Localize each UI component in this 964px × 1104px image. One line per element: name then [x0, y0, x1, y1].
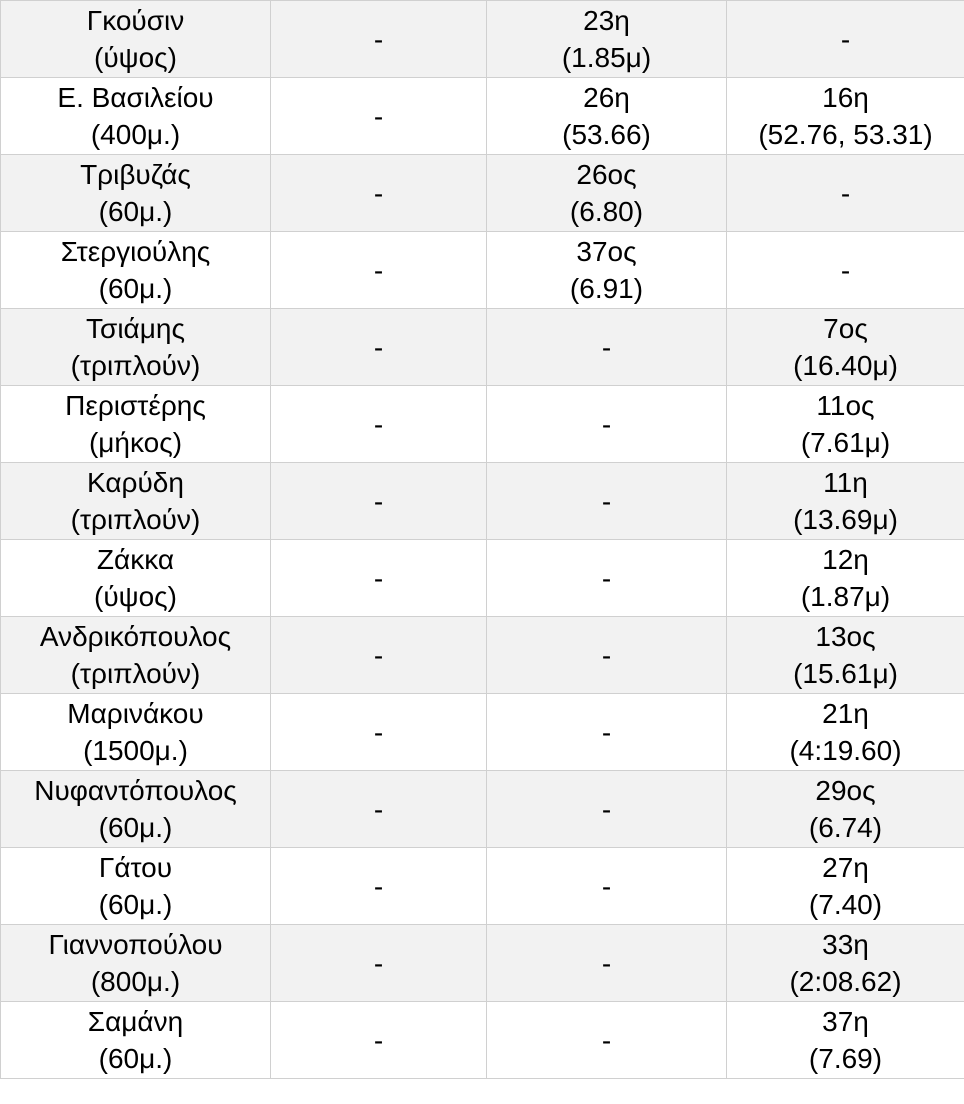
- event-name: (60μ.): [98, 812, 173, 843]
- result-cell: [487, 1002, 727, 1079]
- result-mark: (6.74): [808, 812, 883, 843]
- result-rank: 26ος: [576, 159, 637, 190]
- athlete-name: Γκούσιν: [86, 5, 185, 36]
- result-rank: 23η: [583, 5, 630, 36]
- result-cell: [727, 1002, 964, 1079]
- result-rank: -: [840, 23, 851, 55]
- athlete-name: Νυφαντόπουλος: [34, 775, 237, 806]
- table-row: [1, 617, 964, 694]
- result-rank: -: [840, 254, 851, 286]
- result-cell: [727, 155, 964, 232]
- athlete-cell: [1, 78, 271, 155]
- result-rank: 12η: [822, 544, 869, 575]
- result-value: -: [373, 23, 384, 55]
- result-mark: (4:19.60): [789, 735, 902, 766]
- result-cell: [271, 155, 487, 232]
- result-rank: -: [601, 870, 612, 902]
- event-name: (μήκος): [88, 427, 183, 458]
- result-mark: (16.40μ): [793, 350, 898, 381]
- event-name: (400μ.): [90, 119, 181, 150]
- event-name: (60μ.): [98, 889, 173, 920]
- result-value: -: [373, 947, 384, 979]
- result-rank: 27η: [822, 852, 869, 883]
- table-row: [1, 463, 964, 540]
- result-mark: (13.69μ): [793, 504, 898, 535]
- athlete-cell: [1, 540, 271, 617]
- result-cell: [727, 309, 964, 386]
- result-rank: 16η: [822, 82, 869, 113]
- result-cell: [487, 694, 727, 771]
- event-name: (ύψος): [94, 581, 177, 612]
- table-row: [1, 771, 964, 848]
- athlete-name: Ανδρικόπουλος: [39, 621, 232, 652]
- result-cell: [727, 540, 964, 617]
- result-cell: [727, 694, 964, 771]
- result-cell: [487, 540, 727, 617]
- athlete-name: Γιαννοπούλου: [48, 929, 223, 960]
- athlete-cell: [1, 309, 271, 386]
- result-rank: -: [601, 639, 612, 671]
- event-name: (τριπλούν): [70, 350, 201, 381]
- result-rank: 37η: [822, 1006, 869, 1037]
- result-cell: [727, 848, 964, 925]
- result-mark: (15.61μ): [793, 658, 898, 689]
- result-mark: (1.87μ): [800, 581, 891, 612]
- athlete-cell: [1, 617, 271, 694]
- table-row: [1, 78, 964, 155]
- table-row: [1, 540, 964, 617]
- athlete-name: Ε. Βασιλείου: [57, 82, 214, 113]
- result-cell: [487, 78, 727, 155]
- athlete-cell: [1, 155, 271, 232]
- athlete-cell: [1, 1002, 271, 1079]
- result-value: -: [373, 793, 384, 825]
- event-name: (60μ.): [98, 196, 173, 227]
- result-cell: [487, 617, 727, 694]
- table-row: [1, 386, 964, 463]
- result-value: -: [373, 100, 384, 132]
- result-mark: (6.80): [569, 196, 644, 227]
- result-mark: (1.85μ): [561, 42, 652, 73]
- athlete-name: Τσιάμης: [86, 313, 185, 344]
- result-value: -: [373, 408, 384, 440]
- result-value: -: [373, 331, 384, 363]
- result-cell: [271, 463, 487, 540]
- result-value: -: [373, 716, 384, 748]
- result-value: -: [373, 1024, 384, 1056]
- result-cell: [487, 386, 727, 463]
- result-cell: [727, 463, 964, 540]
- result-rank: -: [601, 408, 612, 440]
- result-cell: [727, 78, 964, 155]
- athlete-name: Γάτου: [98, 852, 173, 883]
- result-value: -: [373, 254, 384, 286]
- result-rank: -: [840, 177, 851, 209]
- result-mark: (7.61μ): [800, 427, 891, 458]
- result-value: -: [373, 562, 384, 594]
- result-cell: [271, 1, 487, 78]
- results-table-body: [1, 1, 964, 1079]
- table-row: [1, 1002, 964, 1079]
- result-rank: 26η: [583, 82, 630, 113]
- result-rank: 37ος: [576, 236, 637, 267]
- result-rank: -: [601, 562, 612, 594]
- result-mark: (7.69): [808, 1043, 883, 1074]
- result-value: -: [373, 177, 384, 209]
- athlete-name: Περιστέρης: [65, 390, 206, 421]
- table-row: [1, 309, 964, 386]
- result-value: -: [373, 639, 384, 671]
- athlete-cell: [1, 1, 271, 78]
- result-cell: [271, 694, 487, 771]
- result-rank: -: [601, 947, 612, 979]
- result-rank: -: [601, 793, 612, 825]
- result-cell: [271, 232, 487, 309]
- result-cell: [727, 925, 964, 1002]
- athlete-name: Ζάκκα: [96, 544, 175, 575]
- result-mark: (53.66): [562, 119, 651, 150]
- result-cell: [727, 386, 964, 463]
- athlete-name: Μαρινάκου: [67, 698, 204, 729]
- athlete-cell: [1, 386, 271, 463]
- result-cell: [727, 1, 964, 78]
- result-rank: 33η: [822, 929, 869, 960]
- result-cell: [487, 848, 727, 925]
- result-rank: -: [601, 485, 612, 517]
- event-name: (τριπλούν): [70, 658, 201, 689]
- event-name: (60μ.): [98, 273, 173, 304]
- athlete-cell: [1, 463, 271, 540]
- athlete-cell: [1, 232, 271, 309]
- result-rank: 29ος: [815, 775, 876, 806]
- table-row: [1, 1, 964, 78]
- result-cell: [487, 1, 727, 78]
- result-cell: [487, 771, 727, 848]
- event-name: (τριπλούν): [70, 504, 201, 535]
- result-rank: 11η: [823, 467, 868, 498]
- result-cell: [487, 232, 727, 309]
- event-name: (ύψος): [94, 42, 177, 73]
- result-mark: (6.91): [569, 273, 644, 304]
- result-cell: [487, 463, 727, 540]
- event-name: (60μ.): [98, 1043, 173, 1074]
- event-name: (800μ.): [90, 966, 181, 997]
- result-rank: 21η: [822, 698, 869, 729]
- result-cell: [271, 1002, 487, 1079]
- result-rank: -: [601, 331, 612, 363]
- result-cell: [487, 309, 727, 386]
- result-mark: (7.40): [808, 889, 883, 920]
- event-name: (1500μ.): [83, 735, 188, 766]
- athlete-cell: [1, 848, 271, 925]
- result-cell: [271, 540, 487, 617]
- table-row: [1, 848, 964, 925]
- table-row: [1, 232, 964, 309]
- result-cell: [271, 925, 487, 1002]
- result-value: -: [373, 485, 384, 517]
- athlete-name: Σαμάνη: [87, 1006, 184, 1037]
- result-cell: [271, 386, 487, 463]
- result-cell: [271, 309, 487, 386]
- result-value: -: [373, 870, 384, 902]
- athlete-cell: [1, 694, 271, 771]
- athlete-name: Τριβυζάς: [80, 159, 191, 190]
- result-cell: [727, 771, 964, 848]
- result-cell: [727, 232, 964, 309]
- result-mark: (2:08.62): [789, 966, 902, 997]
- athlete-name: Καρύδη: [87, 467, 184, 498]
- result-rank: 13ος: [815, 621, 876, 652]
- result-cell: [487, 925, 727, 1002]
- table-row: [1, 694, 964, 771]
- athlete-cell: [1, 925, 271, 1002]
- result-mark: (52.76, 53.31): [758, 119, 933, 150]
- athlete-cell: [1, 771, 271, 848]
- result-cell: [271, 771, 487, 848]
- result-cell: [271, 78, 487, 155]
- result-cell: [487, 155, 727, 232]
- result-cell: [271, 848, 487, 925]
- table-row: [1, 925, 964, 1002]
- result-rank: 11ος: [816, 390, 875, 421]
- result-rank: -: [601, 716, 612, 748]
- result-rank: -: [601, 1024, 612, 1056]
- result-cell: [271, 617, 487, 694]
- table-row: [1, 155, 964, 232]
- result-cell: [727, 617, 964, 694]
- result-rank: 7ος: [823, 313, 868, 344]
- athlete-name: Στεργιούλης: [60, 236, 211, 267]
